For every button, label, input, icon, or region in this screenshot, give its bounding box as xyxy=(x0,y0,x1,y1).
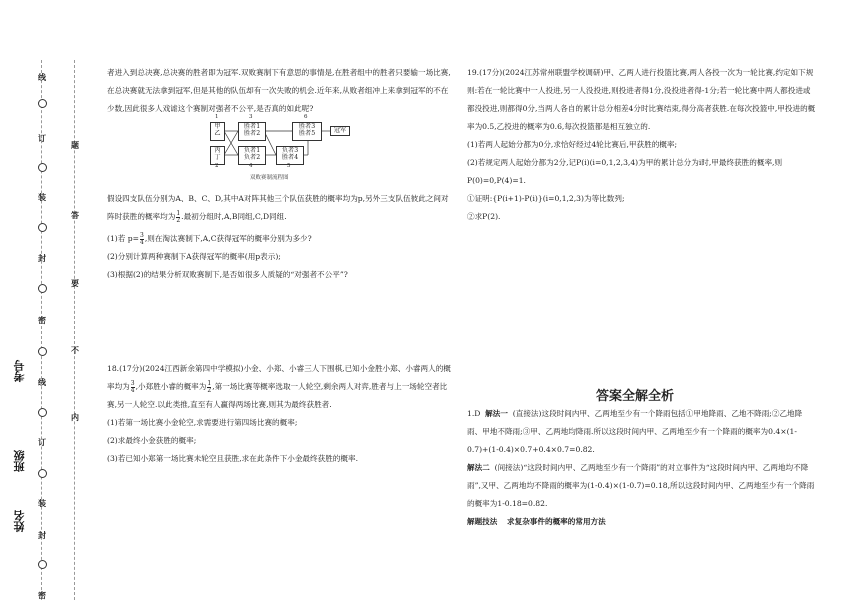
q19-part-1: (1)若两人起始分都为0分,求恰好经过4轮比赛后,甲获胜的概率; xyxy=(467,140,678,149)
margin-char: 答 xyxy=(71,210,79,220)
group-box-1: 甲 乙 xyxy=(210,122,225,141)
margin-char: 密 xyxy=(38,315,46,325)
question-18 xyxy=(107,360,452,468)
margin-char: 线 xyxy=(38,72,46,82)
q18-part-2: (2)求最终小金获胜的概率; xyxy=(107,436,197,445)
binding-hole xyxy=(38,469,47,478)
fraction xyxy=(140,233,144,246)
q19-stem: 19.(17分)(2024江苏常州联盟学校调研)甲、乙两人进行投篮比赛,两人各投一次为一轮比赛,约定如下规则:若在一轮比赛中一人投进,另一人没投进,则投进者得1分,没投进者得-1分;若一轮比赛中两人都投进或都没投进,则都得0分,当两人各自的累计总分相差4分时比赛结束,得分高者获胜.在每次投篮中,甲投进的概率为0.5,乙投进的概率为0.6,每次投篮都是相互独立的. xyxy=(467,68,816,131)
binding-hole xyxy=(38,408,47,417)
fraction-den: 4 xyxy=(140,238,144,246)
question-1 xyxy=(107,230,452,248)
fraction-num: 1 xyxy=(207,379,212,387)
exam-number-label: 考号 xyxy=(13,360,26,382)
method-label: 解法一 xyxy=(485,409,508,418)
double-elimination-diagram xyxy=(202,114,357,186)
fraction-num: 1 xyxy=(176,209,181,217)
fraction-den: 4 xyxy=(130,386,135,394)
q19-part-2: (2)若规定两人起始分都为2分,记P(i)(i=0,1,2,3,4)为甲的累计总分为i时,甲最终获胜的概率,则P(0)=0,P(4)=1. xyxy=(467,158,783,185)
left-column xyxy=(107,64,452,118)
match-number: 1 xyxy=(215,114,219,120)
name-label: 姓名 xyxy=(13,510,26,532)
winners-box-round1: 胜者1 胜者2 xyxy=(238,122,266,141)
winners-box-final: 胜者3 胜者5 xyxy=(292,122,322,141)
match-number: 3 xyxy=(249,114,253,120)
q18-part-1: (1)若第一场比赛小金轮空,求需要进行第四场比赛的概率; xyxy=(107,418,298,427)
method-text: (间接法)“这段时间内甲、乙两地至少有一个降雨”的对立事件为“这段时间内甲、乙两地均不降雨”,又甲、乙两地均不降雨的概率为(1-0.4)×(1-0.7)=0.18,所以这段时间内甲、乙两地至少有一个降雨的概率为1-0.18=0.82. xyxy=(467,463,815,508)
answer-1 xyxy=(467,405,817,531)
class-label: 班级 xyxy=(13,450,26,472)
binding-hole xyxy=(38,223,47,232)
binding-hole xyxy=(38,347,47,356)
margin-char: 装 xyxy=(38,192,46,202)
fraction-den: 2 xyxy=(207,386,212,394)
answer-1-method-1 xyxy=(467,405,817,459)
losers-box-round1: 负者1 负者2 xyxy=(238,146,266,165)
q19-part-2b: ②求P(2). xyxy=(467,212,501,221)
q18-part-3: (3)若已知小郑第一场比赛未轮空且获胜,求在此条件下小金最终获胜的概率. xyxy=(107,454,358,463)
fraction-num: 3 xyxy=(130,379,135,387)
fraction xyxy=(176,211,180,224)
margin-char: 订 xyxy=(38,437,46,447)
match-number: 5 xyxy=(287,163,291,169)
q1-text: (1)若 p= xyxy=(107,234,139,243)
match-number: 4 xyxy=(249,163,253,169)
question-3: (3)根据(2)的结果分析双败赛制下,是否如很多人质疑的“对强者不公平”? xyxy=(107,270,348,279)
intro-paragraph: 者进入到总决赛,总决赛的胜者即为冠军.双败赛制下有意思的事情是,在胜者组中的胜者只要输一场比赛,在总决赛就无法拿到冠军,但是其他的队伍却有一次失败的机会.近年来,从败者组冲上来拿到冠军的不在少数,因此很多人戏谑这个赛制对强者不公平,是否真的如此呢? xyxy=(107,68,451,113)
solving-tip xyxy=(467,513,817,531)
setup-text-end: .最初分组时,A,B同组,C,D同组. xyxy=(181,212,287,221)
margin-char: 题 xyxy=(71,140,79,150)
match-number: 6 xyxy=(304,114,308,120)
q18-text-end: ,第一场比赛等概率选取一人轮空,剩余两人对弈,胜者与上一场轮空者比赛,另一人轮空.以此类推,直至有人赢得两场比赛,则其为最终获胜者. xyxy=(107,382,448,409)
margin-char: 密 xyxy=(38,590,46,600)
margin-char: 订 xyxy=(38,133,46,143)
champion-box: 冠军 xyxy=(330,126,350,136)
question-19 xyxy=(467,64,817,226)
setup-text: 假设四支队伍分别为A、B、C、D,其中A对阵其他三个队伍获胜的概率均为p,另外三支队伍彼此之间对阵时获胜的概率均为 xyxy=(107,194,449,221)
margin-char: 内 xyxy=(71,412,79,422)
fraction-num: 3 xyxy=(140,231,144,239)
answer-section-title: 答案全解全析 xyxy=(596,389,675,404)
margin-char: 封 xyxy=(38,530,46,540)
binding-hole xyxy=(38,163,47,172)
q18-text: 18.(17分)(2024江西新余第四中学模拟)小金、小郑、小睿三人下围棋,已知小金胜小郑、小睿两人的概率均为 xyxy=(107,364,451,391)
method-text: (直接法)这段时间内甲、乙两地至少有一个降雨包括①甲地降雨、乙地不降雨;②乙地降雨、甲地不降雨;③甲、乙两地均降雨.所以这段时间内甲、乙两地至少有一个降雨的概率为0.4×(1-0.7)+(1-0.4)×0.7+0.4×0.7=0.82. xyxy=(467,409,803,454)
margin-char: 不 xyxy=(71,345,79,355)
answer-1-method-2 xyxy=(467,459,817,513)
margin-char: 封 xyxy=(38,253,46,263)
diagram-caption: 双败赛制流程图 xyxy=(250,175,289,181)
method-label: 解法二 xyxy=(467,463,490,472)
fraction-den: 2 xyxy=(176,216,181,224)
question-2: (2)分别计算两种赛制下A获得冠军的概率(用p表示); xyxy=(107,252,281,261)
binding-margin xyxy=(0,0,100,608)
q18-text-mid: ,小郑胜小睿的概率为 xyxy=(135,382,207,391)
answer-label: 1.D xyxy=(467,409,481,418)
q19-part-2a: ①证明:{P(i+1)-P(i)}(i=0,1,2,3)为等比数列; xyxy=(467,194,625,203)
binding-hole xyxy=(38,284,47,293)
left-column-questions xyxy=(107,190,452,284)
setup-paragraph xyxy=(107,190,452,226)
binding-hole xyxy=(38,560,47,569)
binding-hole xyxy=(38,99,47,108)
fraction xyxy=(131,381,135,394)
match-number: 2 xyxy=(215,163,219,169)
margin-char: 要 xyxy=(71,278,79,288)
q1-text-end: ,则在淘汰赛制下,A,C获得冠军的概率分别为多少? xyxy=(144,234,312,243)
q18-stem xyxy=(107,360,452,414)
group-box-2: 丙 丁 xyxy=(210,146,225,165)
margin-char: 装 xyxy=(38,498,46,508)
tip-label: 解题技法 xyxy=(467,517,498,526)
tip-text: 求复杂事件的概率的常用方法 xyxy=(507,517,606,526)
fraction xyxy=(207,381,211,394)
losers-box-round2: 负者3 胜者4 xyxy=(276,146,304,165)
margin-char: 线 xyxy=(38,377,46,387)
